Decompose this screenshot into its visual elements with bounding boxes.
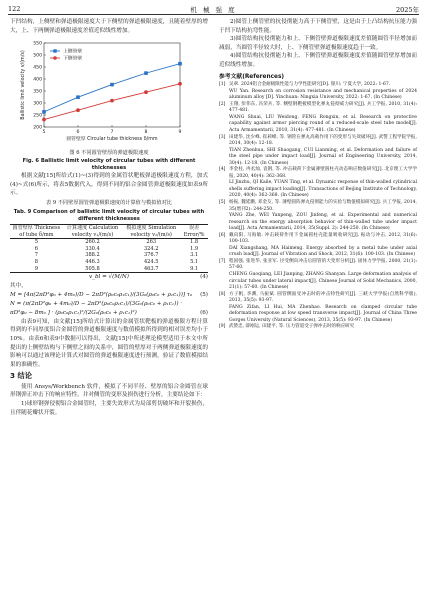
figure-caption-cn: 图 6 不同圆管壁厚的弹道极限速度: [69, 150, 149, 157]
table-cell: 388.2: [85, 252, 100, 259]
references-heading: 参考文献(References): [219, 73, 285, 80]
data-point: [42, 110, 46, 114]
reference-text: CHENG Guoqiang, LEI Jianping, ZHANG Shanyan. Large deformation analysis of circular tubes under lateral impact[J]. Chinese Journal of Solid Mechanics, 2000, 21(1): 57-60. (In Chinese): [229, 272, 417, 291]
y-tick-label: 550: [33, 41, 42, 47]
table-cell: 505.8: [85, 265, 100, 272]
table-header-cell: 圆管壁厚 Thickness of tube δ/mm: [12, 224, 61, 238]
reference-text: WU Yan. Research on corrosion resistance and mechanical properties of 2024 aluminum alloy [D]. Yinchuan: Ningxia University, 2022: 1-67. (In Chinese): [229, 88, 417, 101]
reference-number: [1]: [219, 82, 226, 88]
x-tick-label: 8: [144, 130, 148, 136]
legend-label: 下侧管壁: [63, 56, 83, 62]
left-column: [10, 18, 208, 417]
reference-entry: [219, 324, 417, 331]
reference-entry: [219, 272, 417, 292]
reference-entry: [219, 180, 417, 200]
equation-4: v_bl = √(M/N) (4): [88, 274, 208, 281]
x-tick-label: 5: [42, 130, 46, 136]
references-list: [219, 82, 417, 331]
table-header-cell: 计算速度 Calculation velocity v₁/(m/s): [66, 224, 119, 238]
table-header-row: [10, 224, 208, 238]
conclusion-item-2: 2)圆管上侧管壁的抗侵彻能力高于下侧管壁，这是由于上凸结构抗压能力强于凹下结构抗弯性能。: [219, 19, 417, 34]
y-tick-label: 350: [33, 89, 42, 95]
data-point: [42, 118, 46, 122]
table-cell: 9: [34, 265, 38, 272]
data-point: [76, 96, 80, 100]
table-cell: 9.1: [190, 265, 199, 272]
table-header-cell: 模拟速度 Simulation velocity v₂/(m/s): [126, 224, 177, 238]
reference-entry: [219, 115, 417, 135]
table-cell: 330.4: [85, 245, 100, 252]
reference-text: 田建华, 沈少峰, 崔莉峰, 等. 钢管在弹丸高载作用下的变形与失效破坏[J]. 武警工程学院学报, 2014, 30(4): 12-18.: [229, 134, 417, 147]
table-row: [10, 259, 208, 266]
reference-number: [2]: [219, 101, 226, 107]
reference-number: [8]: [219, 291, 226, 297]
reference-text: FANG Zifan, LI Hui, MA Zhenhao. Research on clamped circular tube deformation response at low speed transverse impact[J]. Journal of China Three Gorges University (Natural Sciences), 2013, 35(5): 93-97. (In Chinese): [229, 304, 417, 323]
x-tick-label: 7: [110, 130, 114, 136]
table-caption-cn: 表 9 不同壁厚圆管弹道极限速度的计算值与模拟值对比: [46, 199, 172, 206]
paragraph-2: 由表9可知，由文献[15]所给式计算出的金属管状靶板的弹道极限方程计算得到的不同厚度铝合金圆管的弹道极限速度与数值模拟所得到的相对误差均小于10%。由表6和表9中数据可以得出，文献[15]中所述理论模型适用于本文中所提出的上侧壁结构与下侧壁之间的关系中，圆管的壁厚对于两侧弹道极限速度的影响可以通过该理论计算式对圆管的弹道极限速度进行预测，验证了数值模拟结果的准确性。: [10, 318, 208, 368]
table-cell: 5.1: [190, 258, 199, 265]
section-heading-conclusion: 3 结论: [10, 371, 32, 381]
data-point: [110, 99, 114, 103]
reference-entry: [219, 89, 417, 102]
reference-text: 武赞忠, 薛刚运, 田建平, 等. 压力管道受子弹冲击时的响应研究: [229, 324, 355, 330]
reference-entry: [219, 148, 417, 168]
legend-label: 上侧管壁: [63, 49, 83, 55]
table-cell: 3.1: [190, 252, 199, 259]
intro-paragraph: 下凹结构，上侧壁和弹道极限速度大于下侧壁的弹道极限速度，且随着壁厚的增大，上、下两侧弹道极限速度差值近似线性增加。: [10, 19, 208, 34]
chart-svg: [10, 37, 208, 149]
reference-entry: [219, 167, 417, 180]
y-tick-label: 300: [33, 101, 42, 107]
table-cell: 463.7: [143, 265, 159, 272]
reference-text: 戴向阳, 马海敏. 冲击载荷作用下金属圆柱壳能量吸收研究[J]. 振动与冲击, 2012, 31(6): 100-103.: [229, 232, 417, 245]
data-point: [178, 62, 182, 66]
table-cell: 424.5: [143, 258, 159, 265]
data-point: [110, 83, 114, 87]
reference-entry: [219, 233, 417, 246]
table-cell: 446.3: [85, 258, 100, 265]
table-9: [10, 224, 208, 273]
reference-text: YANG Zhe, WEI Yanpeng, ZOU Jinfeng, et al. Experimental and numerical research on the energy absorption behavior of thin-walled tube under impact load[J]. Acta Armamentarii, 2014, 35(Suppl. 2): 244-250. (In Chinese): [229, 213, 417, 232]
reference-number: [7]: [219, 258, 226, 264]
reference-number: [6]: [219, 232, 226, 238]
reference-entry: [219, 259, 417, 272]
conclusion-item-3: 3)圆管结构抗侵彻能力和上、下侧管壁弹道极限速度差值随圆管半径增加而减弱，当圆管半径较大时，上、下侧管壁弹道极限速度趋于一致。: [219, 36, 417, 51]
reference-entry: [219, 135, 417, 148]
table-row: [10, 239, 208, 246]
reference-text: 程国强, 张进华, 张亚军. 径受侧向冲击后圆管的大变形分析[J]. 固体力学学报, 2000, 21(1): 57-60.: [229, 258, 417, 271]
x-tick-label: 9: [178, 130, 182, 136]
legend-marker: [53, 49, 56, 52]
reference-entry: [219, 200, 417, 213]
reference-entry: [219, 246, 417, 259]
equation-5: M = [4π(2πD²φ₀ + 4m₀)/D − 2πD²(ρ₀c₀ρ₁c₁)/(3G₀(ρ₀c₀ + ρ₁c₁))] τ₀ (5): [10, 291, 208, 298]
table-caption-en: Tab. 9 Comparison of ballistic limit velocity of circular tubes with different thicknesses: [13, 208, 205, 222]
reference-text: 杨振, 魏延鹏, 邓金友, 等. 薄壁圆阵弹丸侵彻能力的实验与数值模拟研究[J]. 兵工学报, 2014, 35(增刊2): 244-250.: [229, 200, 417, 212]
y-tick-label: 250: [33, 113, 42, 119]
reference-text: DAI Xiangshang, MA Haimeng. Energy absorbed by a metal tube under axial crush load[J]. Journal of Vibration and Shock, 2012, 31(6): 100-103. (In Chinese): [229, 245, 417, 258]
y-tick-label: 400: [33, 77, 42, 83]
reference-number: [4]: [219, 167, 226, 173]
where-text: 其中，: [10, 283, 27, 290]
y-tick-label: 200: [33, 125, 42, 131]
figure-caption-en: Fig. 6 Ballistic limit velocity of circular tubes with different thicknesses: [22, 158, 196, 172]
table-cell: 1.9: [190, 245, 199, 252]
reference-text: 王翔, 彭伟东, 冯荣兵, 等. 侧壁钢靶板模型化弹丸侵彻威力研究[J]. 兵工学报, 2010, 31(4): 477-481.: [229, 101, 417, 114]
reference-number: [5]: [219, 200, 226, 205]
reference-entry: [219, 305, 417, 325]
data-point: [144, 90, 148, 94]
reference-entry: [219, 102, 417, 115]
x-axis-label: 圆管壁厚 Circular tube thickness δ/mm: [66, 137, 158, 143]
right-column: [219, 18, 417, 331]
journal-name: 机 械 强 度: [190, 6, 237, 14]
header-rule: [8, 14, 419, 15]
conclusion-intro: 使用 Ansys/Workbench 软件，模拟了不同半径、壁厚的铝合金圆管在球形钢弹正冲击下的响应特性，并对侧管的变形及损伤进行分析，主要结论如下：: [10, 383, 208, 399]
y-tick-label: 450: [33, 65, 42, 71]
data-point: [178, 82, 182, 86]
table-row: [10, 246, 208, 253]
table-cell: 5: [34, 239, 38, 246]
table-cell: 1.8: [190, 239, 199, 246]
table-row: [10, 252, 208, 259]
reference-text: TIAN Zhenhua, SHI Shaogang, CUI Lianming, et al. Deformation and failure of the steel pipe under impact load[J]. Journal of Engineering University, 2014, 30(4): 12-18. (In Chinese): [229, 147, 417, 166]
journal-year: 2025年: [395, 6, 419, 14]
equation-6-line-2: πD²φ₀ − 8m₀ ] · (ρ₀c₀ρ₁c₁)²/(2G₀(ρ₀c₀ + ρ₁c₁)²) (6): [10, 309, 208, 316]
table-cell: 7: [34, 252, 38, 259]
data-point: [76, 108, 80, 112]
series-line-1: [44, 64, 180, 112]
reference-text: 方子帆, 李渊, 马振斌. 圆管侧面受冲击时的冲击特性研究[J]. 三峡大学学报(自然科学版), 2013, 35(5): 93-97.: [229, 291, 417, 304]
conclusion-item-1: 1)球形钢弹侵彻铝合金圆管时，主要失效形式为局部剪切破坏和开裂损伤，且伴随花瓣状开裂。: [10, 401, 208, 416]
reference-number: [9]: [219, 324, 226, 330]
figure-6-chart: [10, 37, 208, 149]
reference-text: LI Jinzhu, QI Kaile, YUAN Ting, et al. Dynamic response of thin-walled cylindrical shells suffering impact loading[J]. Transactions of Beijing Institute of Technology, 2020, 40(4): 362-368. (In Chinese): [229, 180, 417, 199]
x-tick-label: 6: [76, 130, 80, 136]
data-point: [144, 72, 148, 76]
table-cell: 8: [34, 258, 38, 265]
table-cell: 324.2: [143, 245, 159, 252]
page-header: [8, 5, 419, 17]
legend-marker: [53, 56, 57, 60]
table-cell: 376.7: [143, 252, 159, 259]
reference-entry: [219, 213, 417, 233]
reference-entry: [219, 292, 417, 305]
reference-number: [3]: [219, 134, 226, 140]
page-number: 122: [8, 5, 21, 13]
table-row: [10, 266, 208, 273]
table-cell: 263: [146, 239, 157, 246]
table-header-cell: 误差 Error/%: [183, 224, 205, 238]
table-cell: 260.2: [85, 239, 100, 246]
conclusion-item-4: 4)圆管结构抗侵彻能力和上、下侧管壁弹道极限速度差值随圆管壁厚增加而近似线性增加。: [219, 53, 417, 68]
reference-text: WANG Shuai, LIU Weidong, FENG Rongxin, et al. Research on protective capability against armor piercing round of a reduced-scale steel tube model[J]. Acta Armamentarii, 2010, 31(4): 477-481. (In Chinese): [229, 114, 417, 133]
reference-text: 吴翠. 2024铝合金耐极限性能与力学性能研究[D]. 银川: 宁夏大学, 2022: 1-67.: [229, 82, 391, 88]
y-axis-label: Ballistic limit velocity v/(m/s): [21, 50, 26, 120]
y-tick-label: 500: [33, 53, 42, 59]
table-cell: 6: [34, 245, 38, 252]
paragraph-1: 根据文献[15]所给式(1)~(3)得到的金属管状靶板弹道极限速度方程，加式(4)~式(6)所示，将表5数据代入，得到不同的铝合金圆管弹道极限速度如表9所示。: [10, 173, 208, 197]
equation-6-line-1: N = (π(2πD²φ₀ + 4m₀)/D − 2πD²(ρ₀c₀ρ₁c₁)/(3G₀(ρ₀c₀ + ρ₁c₁)) ·: [10, 300, 183, 307]
reference-text: 李金柱, 冉丞灿, 袁钢, 等. 冲击载荷下金属薄壁圆柱壳动态响应数值研究[J]. 北京理工大学学报, 2020, 40(4): 362-368.: [229, 167, 417, 179]
